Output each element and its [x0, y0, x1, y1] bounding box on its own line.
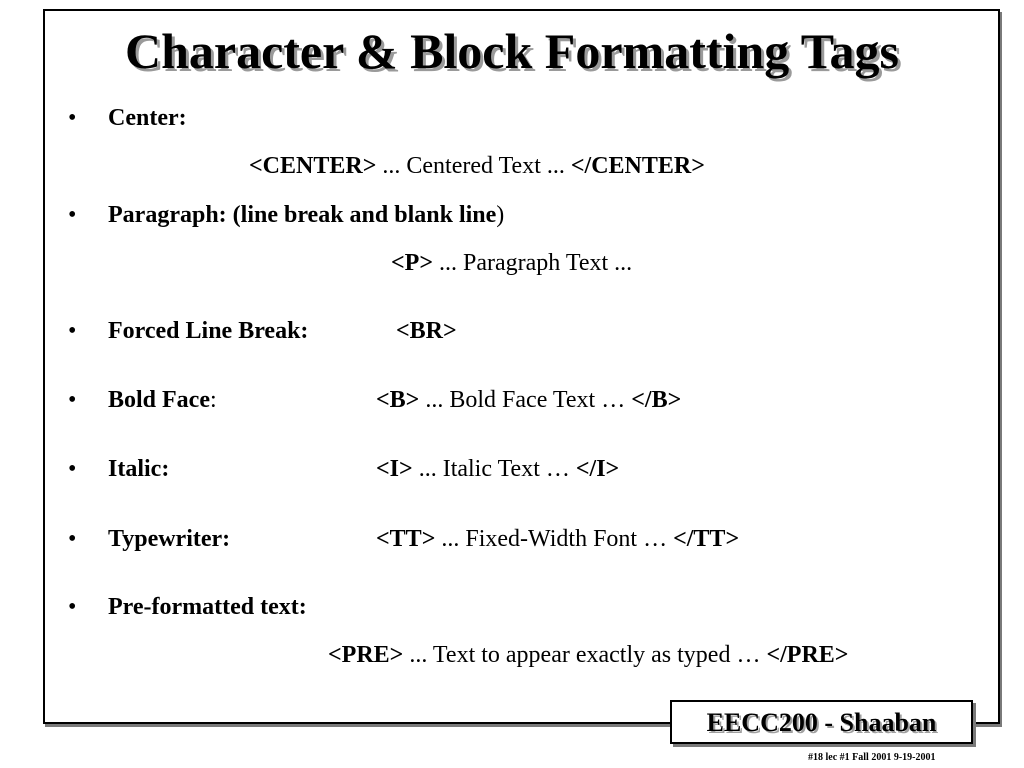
preformatted-example	[328, 641, 848, 669]
slide-title: Character & Block Formatting Tags	[124, 23, 900, 79]
bullet-marker: •	[68, 526, 77, 552]
pre-close-tag: </PRE>	[766, 642, 849, 668]
line-break-label: Forced Line Break:	[108, 318, 309, 344]
course-badge	[670, 700, 973, 744]
italic-open-tag: <I>	[376, 456, 413, 482]
bullet-marker: •	[68, 318, 77, 344]
line-break-tag: <BR>	[396, 318, 457, 344]
bullet-marker: •	[68, 105, 77, 131]
center-example	[249, 152, 705, 180]
bold-face-label-suffix: :	[210, 387, 217, 413]
paragraph-label-suffix: )	[496, 202, 505, 228]
italic-label: Italic:	[108, 456, 170, 482]
paragraph-open-tag: <P>	[391, 250, 434, 276]
bullet-marker: •	[68, 202, 77, 228]
paragraph-label	[108, 201, 504, 229]
bold-face-label	[108, 386, 217, 414]
center-open-tag: <CENTER>	[249, 153, 377, 179]
center-label: Center:	[108, 105, 187, 131]
pre-example-text: ... Text to appear exactly as typed …	[403, 642, 767, 668]
center-close-tag: </CENTER>	[570, 153, 705, 179]
bold-face-example	[376, 386, 681, 414]
bold-example-text: ... Bold Face Text …	[419, 387, 632, 413]
typewriter-label: Typewriter:	[108, 526, 231, 552]
typewriter-example-text: ... Fixed-Width Font …	[435, 526, 674, 552]
pre-open-tag: <PRE>	[328, 642, 404, 668]
bullet-marker: •	[68, 594, 77, 620]
italic-example	[376, 455, 619, 483]
bullet-marker: •	[68, 456, 77, 482]
paragraph-example	[391, 249, 632, 277]
bullet-marker: •	[68, 387, 77, 413]
bold-face-label-text: Bold Face	[108, 387, 210, 413]
italic-example-text: ... Italic Text …	[412, 456, 576, 482]
italic-close-tag: </I>	[575, 456, 620, 482]
typewriter-open-tag: <TT>	[376, 526, 436, 552]
slide-footer: #18 lec #1 Fall 2001 9-19-2001	[808, 752, 936, 763]
typewriter-close-tag: </TT>	[673, 526, 740, 552]
paragraph-label-text: Paragraph: (line break and blank line	[108, 202, 497, 228]
bold-open-tag: <B>	[376, 387, 420, 413]
course-badge-text: EECC200 - Shaaban	[706, 708, 937, 737]
center-example-text: ... Centered Text ...	[376, 153, 571, 179]
paragraph-example-text: ... Paragraph Text ...	[433, 250, 633, 276]
typewriter-example	[376, 525, 739, 553]
bold-close-tag: </B>	[631, 387, 682, 413]
preformatted-label: Pre-formatted text:	[108, 594, 307, 620]
